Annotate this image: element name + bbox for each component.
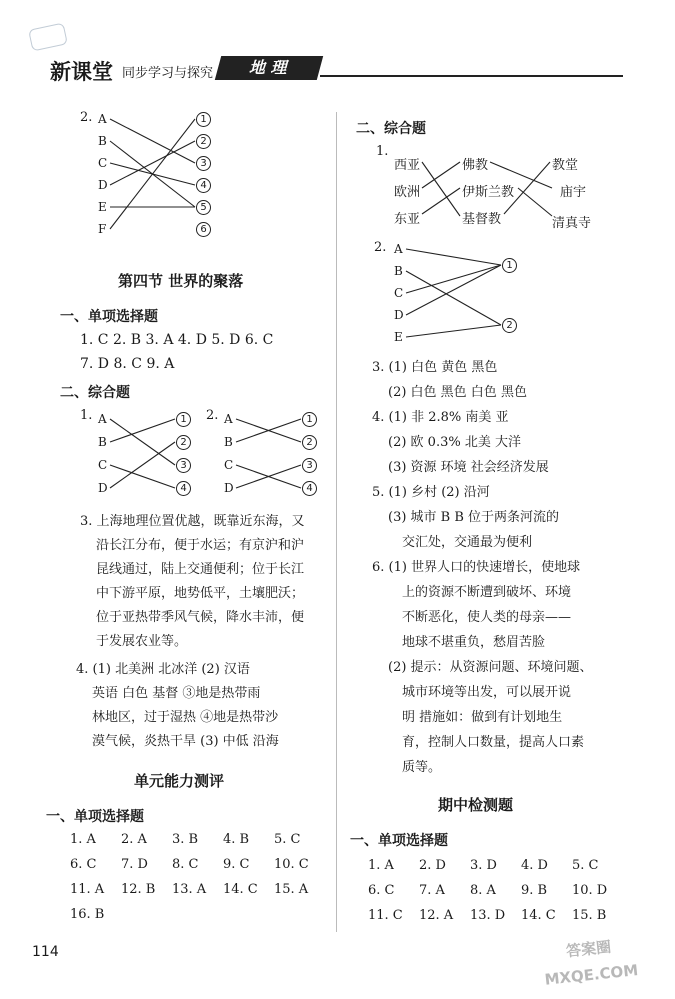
midterm-answer: 15. B [572,908,607,923]
midterm-answer: 5. C [572,858,599,873]
right-q2-right-2: 2 [502,318,517,333]
unit-answer: 1. A [70,832,96,847]
watermark: 答案圈 MXQE.COM [543,937,639,989]
left-s2-q2-right-1: 1 [302,412,317,427]
right-answer-line: (3) 资源 环境 社会经济发展 [388,460,549,475]
right-q1-number: 1. [376,144,389,159]
midterm-answer: 3. D [470,858,497,873]
right-q1-religion-2: 伊斯兰教 [462,185,515,200]
left-q2-right-4: 4 [196,178,211,193]
midterm-s1-title: 一、单项选择题 [350,833,448,849]
right-q2-left-D: D [394,308,404,322]
midterm-answer: 6. C [368,883,395,898]
unit-answer: 2. A [121,832,147,847]
right-q2-number: 2. [374,240,387,255]
midterm-answer: 11. C [368,908,403,923]
left-q2-left-F: F [98,222,107,236]
line-r2-d [406,265,501,315]
midterm-answer: 4. D [521,858,548,873]
unit-answer: 15. A [274,882,309,897]
left-s2-q2-right-4: 4 [302,481,317,496]
right-answer-line: (2) 欧 0.3% 北美 大洋 [388,435,521,450]
right-q2-left-A: A [394,242,403,256]
unit-answer: 4. B [223,832,250,847]
left-q2-left-D: D [98,178,108,192]
right-answer-line: 3. (1) 白色 黄色 黑色 [372,360,498,375]
midterm-answer: 2. D [419,858,446,873]
line-r1-a [422,162,460,216]
line-s21-c [110,465,175,488]
left-q3-line-3: 昆线通过，陆上交通便利；位于长江 [96,562,305,577]
unit-answer: 14. C [223,882,258,897]
line-l2-f [110,119,195,229]
right-answer-line: 4. (1) 非 2.8% 南美 亚 [372,410,509,425]
left-s1-row2: 7. D 8. C 9. A [80,356,175,372]
right-answer-line: (2) 提示：从资源问题、环境问题、 [388,660,593,675]
header-subject: 地 理 [215,56,323,80]
unit-answer: 16. B [70,907,105,922]
right-q1-building-2: 庙宇 [560,185,587,200]
right-q2-left-B: B [394,264,403,278]
right-q1-building-1: 教堂 [552,158,579,173]
line-r2-e [406,325,501,337]
right-answer-line: 地球不堪重负，愁眉苦脸 [402,635,546,650]
left-s2-q2-left-A: A [224,412,233,426]
unit-test-title: 单元能力测评 [134,772,225,790]
midterm-answer: 13. D [470,908,506,923]
left-s2-q2-left-D: D [224,481,234,495]
unit-answer: 13. A [172,882,207,897]
unit-s1-title: 一、单项选择题 [46,809,144,825]
right-q1-region-1: 西亚 [394,158,421,173]
line-l2-d [110,141,195,185]
left-s2-q2-right-3: 3 [302,458,317,473]
line-s21-b [110,419,175,442]
unit-answer: 6. C [70,857,97,872]
left-q2-left-B: B [98,134,107,148]
left-q4-line-1: 4. (1) 北美洲 北冰洋 (2) 汉语 [76,662,250,677]
right-q1-region-2: 欧洲 [394,185,421,200]
left-s2-q2-left-C: C [224,458,234,472]
left-q2-right-6: 6 [196,222,211,237]
midterm-answer: 9. B [521,883,548,898]
left-section-title: 第四节 世界的聚落 [118,272,244,290]
line-r2-a [406,249,501,265]
line-r1-c [422,188,460,214]
right-answer-line: 6. (1) 世界人口的快速增长，使地球 [372,560,581,575]
left-q4-line-3: 林地区，过于湿热 ④地是热带沙 [92,710,279,725]
left-s1-title: 一、单项选择题 [60,309,158,325]
line-l2-a [110,119,195,163]
midterm-answer: 7. A [419,883,445,898]
line-r1-f [504,162,550,214]
left-q2-right-5: 5 [196,200,211,215]
left-q2-right-3: 3 [196,156,211,171]
left-q3-line-6: 于发展农业等。 [96,634,188,649]
midterm-answer: 1. A [368,858,394,873]
midterm-answer: 10. D [572,883,608,898]
right-s2-title: 二、综合题 [356,121,426,137]
left-q2-left-C: C [98,156,108,170]
left-s2-title: 二、综合题 [60,385,130,401]
right-q2-left-C: C [394,286,404,300]
unit-answer: 12. B [121,882,156,897]
left-q2-left-E: E [98,200,107,214]
midterm-answer: 12. A [419,908,454,923]
unit-answer: 8. C [172,857,199,872]
right-answer-line: 上的资源不断遭到破坏、环境 [402,585,572,600]
right-answer-line: 明 措施如：做到有计划地生 [402,710,563,725]
left-s2-q1-right-1: 1 [176,412,191,427]
right-answer-line: (2) 白色 黑色 白色 黑色 [388,385,527,400]
line-s21-a [110,419,175,465]
unit-answer: 5. C [274,832,301,847]
midterm-answer: 8. A [470,883,496,898]
left-s2-q1-right-3: 3 [176,458,191,473]
left-s2-q1-left-C: C [98,458,108,472]
line-s21-d [110,442,175,488]
right-q2-left-E: E [394,330,403,344]
right-q1-region-3: 东亚 [394,212,421,227]
left-s2-q1-right-4: 4 [176,481,191,496]
right-q2-right-1: 1 [502,258,517,273]
left-q4-line-4: 漠气候，炎热干旱 (3) 中低 沿海 [92,734,279,749]
unit-answer: 9. C [223,857,250,872]
right-answer-line: (3) 城市 B B 位于两条河流的 [388,510,560,525]
left-q2-right-2: 2 [196,134,211,149]
right-answer-line: 城市环境等出发，可以展开说 [402,685,572,700]
left-s2-q2-left-B: B [224,435,233,449]
right-answer-line: 交汇处，交通最为便利 [402,535,533,550]
left-q4-line-2: 英语 白色 基督 ③地是热带雨 [92,686,261,701]
left-s2-q1-right-2: 2 [176,435,191,450]
right-answer-line: 5. (1) 乡村 (2) 沿河 [372,485,490,500]
right-answer-line: 育，控制人口数量，提高人口素 [402,735,585,750]
left-q3-line-5: 位于亚热带季风气候，降水丰沛，便 [96,610,305,625]
right-q1-religion-1: 佛教 [462,158,489,173]
unit-answer: 3. B [172,832,199,847]
left-s2-q1-number: 1. [80,408,93,423]
midterm-answer: 14. C [521,908,556,923]
right-q1-building-3: 清真寺 [552,216,592,231]
left-q3-line-1: 3. 上海地理位置优越，既靠近东海，又 [80,514,305,529]
left-s2-q2-number: 2. [206,408,219,423]
right-q1-religion-3: 基督教 [462,212,502,227]
left-s1-row1: 1. C 2. B 3. A 4. D 5. D 6. C [80,332,274,348]
left-s2-q1-left-B: B [98,435,107,449]
right-answer-line: 质等。 [402,760,442,775]
header-subtitle: 同步学习与探究 [122,66,214,81]
header-brand: 新课堂 [50,60,113,84]
left-q3-line-4: 中下游平原，地势低平，土壤肥沃； [96,586,305,601]
left-q2-left-A: A [98,112,107,126]
left-q2-number: 2. [80,110,93,125]
right-answer-line: 不断恶化，使人类的母亲—— [402,610,572,625]
left-s2-q2-right-2: 2 [302,435,317,450]
left-q3-line-2: 沿长江分布，便于水运；有京沪和沪 [96,538,305,553]
line-r1-b [422,162,460,188]
unit-answer: 10. C [274,857,309,872]
left-q2-right-1: 1 [196,112,211,127]
left-s2-q1-left-D: D [98,481,108,495]
midterm-title: 期中检测题 [438,796,514,814]
unit-answer: 11. A [70,882,105,897]
left-s2-q1-left-A: A [98,412,107,426]
page-number: 114 [32,944,59,960]
line-r1-d [490,162,552,188]
unit-answer: 7. D [121,857,148,872]
